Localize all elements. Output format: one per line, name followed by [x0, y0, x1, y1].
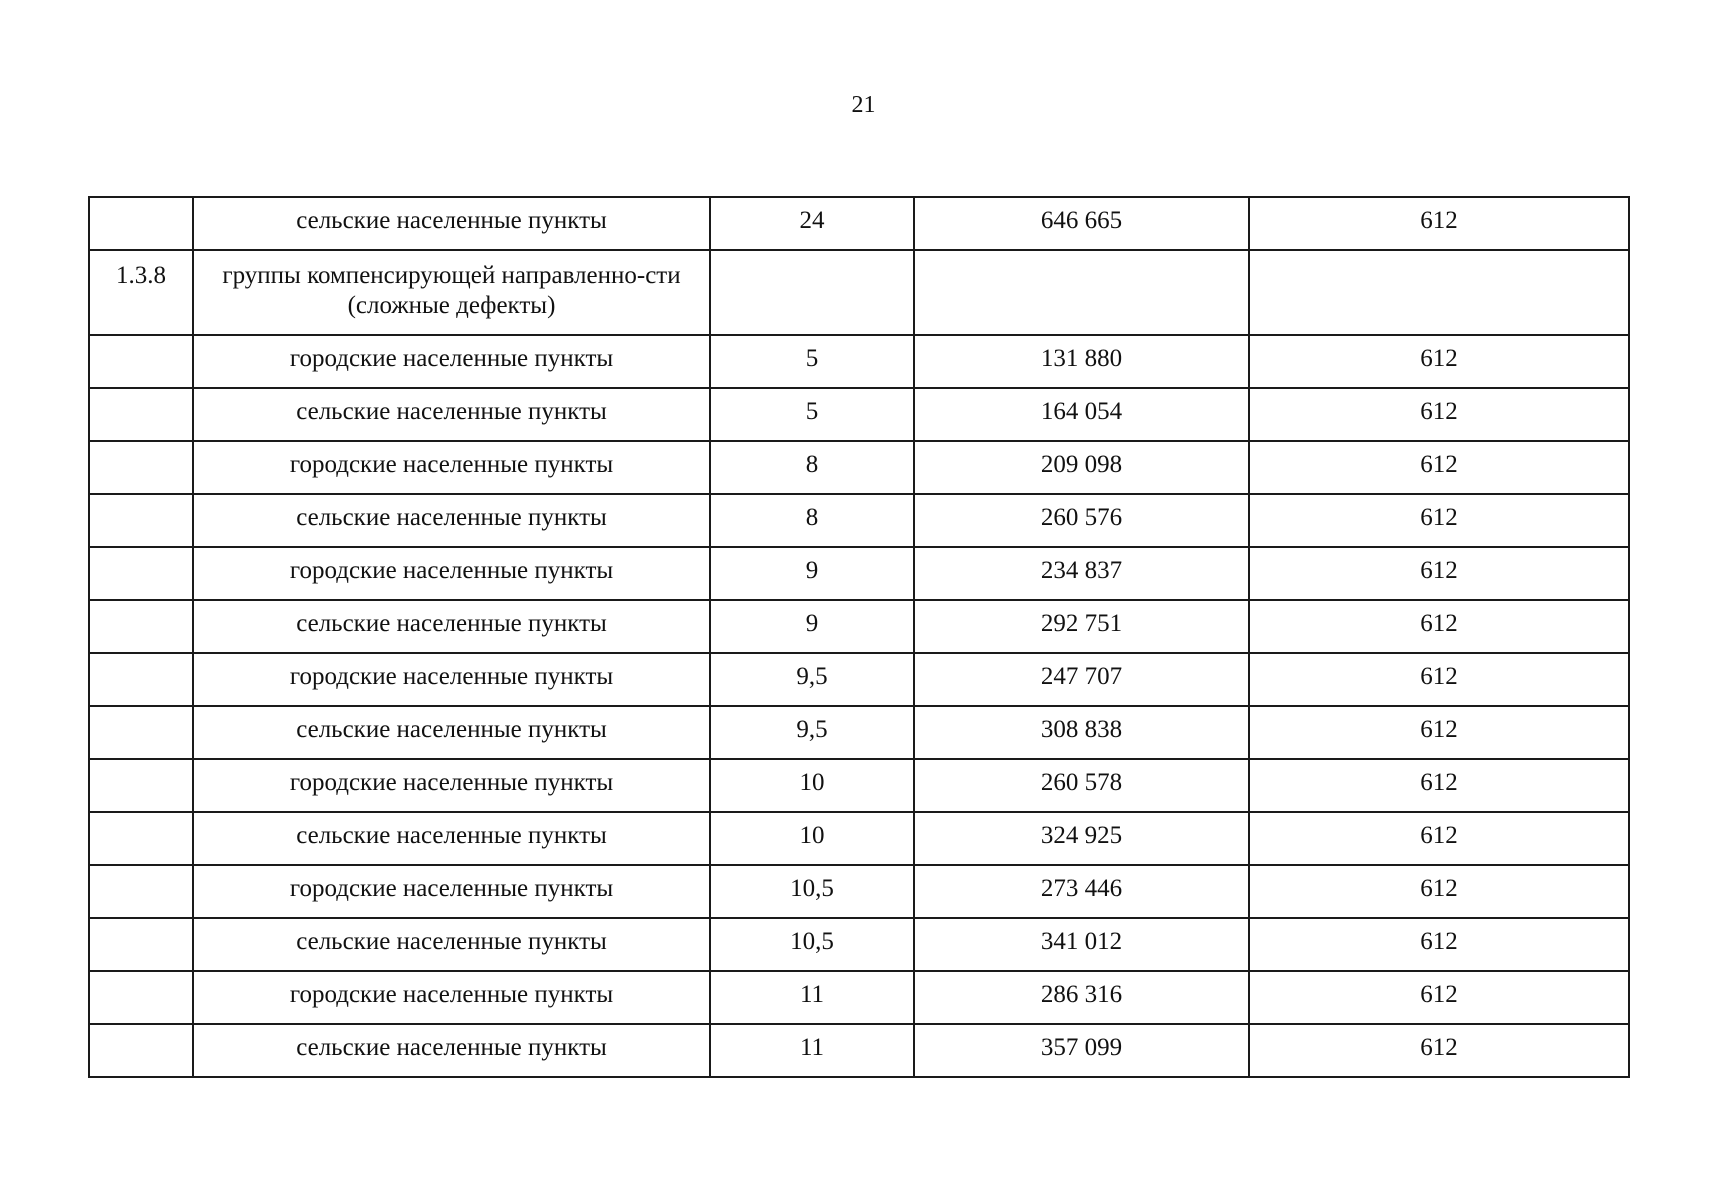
- row-number-cell: [89, 335, 193, 388]
- row-amount-cell: 234 837: [914, 547, 1249, 600]
- row-code-cell: 612: [1249, 865, 1629, 918]
- row-code-cell: 612: [1249, 653, 1629, 706]
- row-code-cell: 612: [1249, 971, 1629, 1024]
- row-amount-cell: [914, 250, 1249, 335]
- row-code-cell: 612: [1249, 918, 1629, 971]
- row-amount-cell: 286 316: [914, 971, 1249, 1024]
- row-number-cell: [89, 918, 193, 971]
- row-amount-cell: 209 098: [914, 441, 1249, 494]
- page-number: 21: [851, 92, 876, 118]
- table-row: [89, 918, 1629, 971]
- row-amount-cell: 131 880: [914, 335, 1249, 388]
- table-row: [89, 812, 1629, 865]
- row-description-cell: городские населенные пункты: [193, 971, 710, 1024]
- row-size-cell: [710, 250, 914, 335]
- row-code-cell: 612: [1249, 706, 1629, 759]
- row-description-cell: сельские населенные пункты: [193, 197, 710, 250]
- row-description-cell: сельские населенные пункты: [193, 706, 710, 759]
- row-code-cell: 612: [1249, 759, 1629, 812]
- row-description-cell: городские населенные пункты: [193, 865, 710, 918]
- row-number-cell: [89, 388, 193, 441]
- row-size-cell: 10,5: [710, 918, 914, 971]
- table-row: [89, 971, 1629, 1024]
- row-description-cell: сельские населенные пункты: [193, 388, 710, 441]
- table-row: [89, 494, 1629, 547]
- table-row: [89, 1024, 1629, 1077]
- row-size-cell: 5: [710, 388, 914, 441]
- row-size-cell: 5: [710, 335, 914, 388]
- table-row: [89, 547, 1629, 600]
- row-code-cell: 612: [1249, 812, 1629, 865]
- row-number-cell: [89, 759, 193, 812]
- row-description-cell: городские населенные пункты: [193, 759, 710, 812]
- row-number-cell: [89, 653, 193, 706]
- row-description-cell: сельские населенные пункты: [193, 494, 710, 547]
- row-description-cell: сельские населенные пункты: [193, 918, 710, 971]
- row-size-cell: 9,5: [710, 653, 914, 706]
- row-amount-cell: 164 054: [914, 388, 1249, 441]
- row-number-cell: 1.3.8: [89, 250, 193, 335]
- table-row-section-heading: [89, 250, 1629, 335]
- row-amount-cell: 273 446: [914, 865, 1249, 918]
- row-code-cell: 612: [1249, 197, 1629, 250]
- table-row: [89, 388, 1629, 441]
- row-number-cell: [89, 494, 193, 547]
- row-size-cell: 10: [710, 812, 914, 865]
- row-code-cell: 612: [1249, 547, 1629, 600]
- row-code-cell: 612: [1249, 441, 1629, 494]
- row-size-cell: 11: [710, 1024, 914, 1077]
- table-row: [89, 759, 1629, 812]
- row-code-cell: 612: [1249, 600, 1629, 653]
- row-size-cell: 10,5: [710, 865, 914, 918]
- row-number-cell: [89, 971, 193, 1024]
- row-code-cell: 612: [1249, 335, 1629, 388]
- row-description-cell: сельские населенные пункты: [193, 1024, 710, 1077]
- table-row: [89, 865, 1629, 918]
- table-row: [89, 197, 1629, 250]
- row-size-cell: 10: [710, 759, 914, 812]
- row-size-cell: 8: [710, 441, 914, 494]
- row-amount-cell: 308 838: [914, 706, 1249, 759]
- row-description-cell: городские населенные пункты: [193, 335, 710, 388]
- row-size-cell: 11: [710, 971, 914, 1024]
- row-description-cell: городские населенные пункты: [193, 653, 710, 706]
- row-amount-cell: 324 925: [914, 812, 1249, 865]
- row-number-cell: [89, 197, 193, 250]
- row-number-cell: [89, 1024, 193, 1077]
- row-description-cell: группы компенсирующей направленно-сти (сложные дефекты): [193, 250, 710, 335]
- table-row: [89, 653, 1629, 706]
- row-size-cell: 24: [710, 197, 914, 250]
- row-code-cell: 612: [1249, 494, 1629, 547]
- row-amount-cell: 247 707: [914, 653, 1249, 706]
- row-number-cell: [89, 706, 193, 759]
- row-number-cell: [89, 812, 193, 865]
- row-description-cell: сельские населенные пункты: [193, 812, 710, 865]
- row-size-cell: 9: [710, 600, 914, 653]
- row-description-cell: городские населенные пункты: [193, 547, 710, 600]
- row-number-cell: [89, 441, 193, 494]
- row-amount-cell: 260 578: [914, 759, 1249, 812]
- row-amount-cell: 341 012: [914, 918, 1249, 971]
- row-amount-cell: 357 099: [914, 1024, 1249, 1077]
- row-amount-cell: 646 665: [914, 197, 1249, 250]
- row-description-cell: сельские населенные пункты: [193, 600, 710, 653]
- table-row: [89, 335, 1629, 388]
- row-amount-cell: 260 576: [914, 494, 1249, 547]
- table-row: [89, 706, 1629, 759]
- row-size-cell: 9: [710, 547, 914, 600]
- row-number-cell: [89, 547, 193, 600]
- table-row: [89, 441, 1629, 494]
- row-code-cell: 612: [1249, 388, 1629, 441]
- table-row: [89, 600, 1629, 653]
- row-description-cell: городские населенные пункты: [193, 441, 710, 494]
- row-code-cell: [1249, 250, 1629, 335]
- row-amount-cell: 292 751: [914, 600, 1249, 653]
- row-size-cell: 9,5: [710, 706, 914, 759]
- row-size-cell: 8: [710, 494, 914, 547]
- row-code-cell: 612: [1249, 1024, 1629, 1077]
- row-number-cell: [89, 600, 193, 653]
- row-number-cell: [89, 865, 193, 918]
- tariff-table: [88, 196, 1630, 1078]
